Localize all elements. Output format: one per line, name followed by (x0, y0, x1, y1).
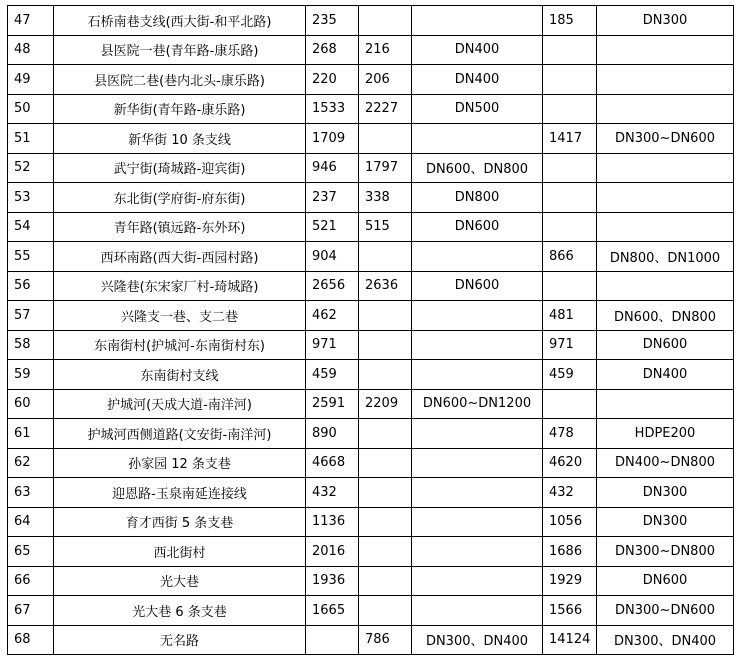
table-row (8, 242, 734, 272)
row-number-cell: 62 (8, 448, 54, 478)
pipe-spec-a-cell: DN400 (412, 35, 543, 65)
row-number-cell: 66 (8, 566, 54, 596)
table-row (8, 301, 734, 331)
table-row (8, 596, 734, 626)
row-number-cell: 47 (8, 6, 54, 36)
pipe-length-b-cell: 432 (543, 478, 597, 508)
pipe-spec-b-cell: DN400 (597, 360, 734, 390)
pipe-length-b-cell (543, 212, 597, 242)
pipe-spec-a-cell (412, 448, 543, 478)
pipe-length-a-cell: 786 (359, 625, 412, 655)
pipe-length-a-cell (359, 242, 412, 272)
pipe-length-b-cell: 1566 (543, 596, 597, 626)
table-row (8, 448, 734, 478)
pipe-spec-a-cell (412, 566, 543, 596)
road-length-cell: 268 (306, 35, 359, 65)
table-row (8, 537, 734, 567)
road-name-cell: 县医院二巷(巷内北头-康乐路) (54, 65, 306, 95)
pipe-spec-a-cell (412, 6, 543, 36)
pipe-length-b-cell (543, 389, 597, 419)
pipe-length-a-cell (359, 330, 412, 360)
row-number-cell: 54 (8, 212, 54, 242)
pipe-length-a-cell: 2227 (359, 94, 412, 124)
road-name-cell: 东南街村(护城河-东南街村东) (54, 330, 306, 360)
pipe-length-b-cell: 478 (543, 419, 597, 449)
pipe-length-a-cell: 2636 (359, 271, 412, 301)
pipe-spec-b-cell: DN300 (597, 478, 734, 508)
pipe-spec-b-cell (597, 183, 734, 213)
row-number-cell: 51 (8, 124, 54, 154)
pipeline-table (7, 5, 734, 655)
pipe-spec-b-cell (597, 389, 734, 419)
pipe-length-a-cell: 206 (359, 65, 412, 95)
pipe-spec-a-cell (412, 124, 543, 154)
pipe-length-b-cell: 459 (543, 360, 597, 390)
road-length-cell: 946 (306, 153, 359, 183)
road-length-cell: 1665 (306, 596, 359, 626)
road-name-cell: 孙家园 12 条支巷 (54, 448, 306, 478)
pipe-length-a-cell: 216 (359, 35, 412, 65)
row-number-cell: 53 (8, 183, 54, 213)
table-body (8, 6, 734, 655)
row-number-cell: 49 (8, 65, 54, 95)
road-name-cell: 武宁街(琦城路-迎宾街) (54, 153, 306, 183)
pipe-spec-b-cell (597, 271, 734, 301)
road-length-cell: 237 (306, 183, 359, 213)
row-number-cell: 52 (8, 153, 54, 183)
pipe-spec-b-cell (597, 153, 734, 183)
road-length-cell: 2016 (306, 537, 359, 567)
pipe-length-b-cell (543, 65, 597, 95)
table-row (8, 507, 734, 537)
road-name-cell: 兴隆巷(东宋家厂村-琦城路) (54, 271, 306, 301)
pipe-spec-a-cell (412, 330, 543, 360)
row-number-cell: 57 (8, 301, 54, 331)
row-number-cell: 59 (8, 360, 54, 390)
pipe-length-b-cell (543, 271, 597, 301)
row-number-cell: 63 (8, 478, 54, 508)
road-length-cell: 904 (306, 242, 359, 272)
row-number-cell: 56 (8, 271, 54, 301)
pipe-length-a-cell (359, 360, 412, 390)
pipe-spec-b-cell: DN300 (597, 6, 734, 36)
pipe-length-b-cell: 1056 (543, 507, 597, 537)
road-name-cell: 县医院一巷(青年路-康乐路) (54, 35, 306, 65)
road-length-cell: 1136 (306, 507, 359, 537)
pipe-spec-a-cell (412, 242, 543, 272)
table-row (8, 35, 734, 65)
pipe-spec-a-cell: DN800 (412, 183, 543, 213)
table-row (8, 65, 734, 95)
row-number-cell: 68 (8, 625, 54, 655)
table-row (8, 389, 734, 419)
road-name-cell: 迎恩路-玉泉南延连接线 (54, 478, 306, 508)
pipe-spec-b-cell: DN300~DN800 (597, 537, 734, 567)
table-row (8, 124, 734, 154)
table-row (8, 183, 734, 213)
pipe-length-a-cell: 515 (359, 212, 412, 242)
road-length-cell: 971 (306, 330, 359, 360)
table-row (8, 625, 734, 655)
pipe-length-b-cell: 1929 (543, 566, 597, 596)
pipe-length-a-cell (359, 301, 412, 331)
pipe-length-a-cell (359, 596, 412, 626)
road-name-cell: 无名路 (54, 625, 306, 655)
road-name-cell: 石桥南巷支线(西大街-和平北路) (54, 6, 306, 36)
row-number-cell: 65 (8, 537, 54, 567)
pipe-spec-a-cell (412, 360, 543, 390)
pipe-length-b-cell: 971 (543, 330, 597, 360)
pipe-length-a-cell (359, 448, 412, 478)
table-row (8, 360, 734, 390)
pipe-length-b-cell: 866 (543, 242, 597, 272)
road-length-cell: 459 (306, 360, 359, 390)
pipe-length-b-cell (543, 94, 597, 124)
pipe-length-b-cell: 4620 (543, 448, 597, 478)
table-row (8, 330, 734, 360)
pipe-length-b-cell (543, 35, 597, 65)
table-row (8, 566, 734, 596)
pipe-spec-a-cell: DN600~DN1200 (412, 389, 543, 419)
row-number-cell: 60 (8, 389, 54, 419)
road-name-cell: 光大巷 6 条支巷 (54, 596, 306, 626)
pipe-spec-b-cell: DN600、DN800 (597, 301, 734, 331)
pipe-spec-a-cell (412, 419, 543, 449)
road-name-cell: 东北街(学府街-府东街) (54, 183, 306, 213)
table-row (8, 478, 734, 508)
pipe-length-a-cell (359, 507, 412, 537)
road-length-cell: 521 (306, 212, 359, 242)
road-name-cell: 护城河(天成大道-南洋河) (54, 389, 306, 419)
road-length-cell: 2591 (306, 389, 359, 419)
pipe-spec-b-cell: DN600 (597, 330, 734, 360)
road-length-cell: 1709 (306, 124, 359, 154)
pipe-spec-b-cell: HDPE200 (597, 419, 734, 449)
pipe-length-b-cell: 185 (543, 6, 597, 36)
table-row (8, 153, 734, 183)
pipe-spec-b-cell: DN300、DN400 (597, 625, 734, 655)
pipe-length-a-cell (359, 537, 412, 567)
pipe-spec-b-cell: DN800、DN1000 (597, 242, 734, 272)
pipe-spec-a-cell (412, 507, 543, 537)
road-name-cell: 新华街(青年路-康乐路) (54, 94, 306, 124)
road-length-cell: 4668 (306, 448, 359, 478)
road-name-cell: 光大巷 (54, 566, 306, 596)
pipe-length-b-cell: 1686 (543, 537, 597, 567)
pipe-spec-b-cell: DN400~DN800 (597, 448, 734, 478)
row-number-cell: 50 (8, 94, 54, 124)
pipe-spec-b-cell: DN300~DN600 (597, 596, 734, 626)
road-length-cell: 2656 (306, 271, 359, 301)
row-number-cell: 48 (8, 35, 54, 65)
pipe-spec-b-cell (597, 94, 734, 124)
pipe-spec-b-cell: DN300~DN600 (597, 124, 734, 154)
pipe-length-b-cell: 481 (543, 301, 597, 331)
pipe-spec-b-cell (597, 65, 734, 95)
road-name-cell: 新华街 10 条支线 (54, 124, 306, 154)
table-row (8, 94, 734, 124)
pipe-spec-b-cell: DN600 (597, 566, 734, 596)
row-number-cell: 61 (8, 419, 54, 449)
document-sheet (7, 5, 733, 655)
pipe-spec-a-cell: DN600、DN800 (412, 153, 543, 183)
road-name-cell: 兴隆支一巷、支二巷 (54, 301, 306, 331)
road-length-cell: 462 (306, 301, 359, 331)
row-number-cell: 58 (8, 330, 54, 360)
pipe-length-b-cell: 1417 (543, 124, 597, 154)
pipe-spec-a-cell (412, 478, 543, 508)
pipe-length-a-cell: 1797 (359, 153, 412, 183)
pipe-spec-a-cell: DN500 (412, 94, 543, 124)
road-length-cell: 890 (306, 419, 359, 449)
pipe-spec-a-cell (412, 537, 543, 567)
pipe-length-b-cell (543, 183, 597, 213)
table-row (8, 212, 734, 242)
road-name-cell: 护城河西侧道路(文安街-南洋河) (54, 419, 306, 449)
road-name-cell: 东南街村支线 (54, 360, 306, 390)
pipe-length-a-cell (359, 6, 412, 36)
road-name-cell: 西北街村 (54, 537, 306, 567)
row-number-cell: 55 (8, 242, 54, 272)
pipe-length-a-cell (359, 566, 412, 596)
pipe-length-a-cell (359, 419, 412, 449)
pipe-length-a-cell: 338 (359, 183, 412, 213)
pipe-length-a-cell (359, 124, 412, 154)
road-length-cell (306, 625, 359, 655)
pipe-length-a-cell: 2209 (359, 389, 412, 419)
pipe-spec-b-cell: DN300 (597, 507, 734, 537)
road-length-cell: 1533 (306, 94, 359, 124)
road-length-cell: 1936 (306, 566, 359, 596)
pipe-length-b-cell: 14124 (543, 625, 597, 655)
road-name-cell: 西环南路(西大街-西园村路) (54, 242, 306, 272)
table-row (8, 6, 734, 36)
table-row (8, 419, 734, 449)
pipe-spec-a-cell: DN600 (412, 212, 543, 242)
pipe-spec-a-cell: DN400 (412, 65, 543, 95)
road-length-cell: 235 (306, 6, 359, 36)
pipe-spec-a-cell (412, 596, 543, 626)
row-number-cell: 64 (8, 507, 54, 537)
table-row (8, 271, 734, 301)
pipe-length-a-cell (359, 478, 412, 508)
pipe-spec-a-cell (412, 301, 543, 331)
road-name-cell: 育才西街 5 条支巷 (54, 507, 306, 537)
row-number-cell: 67 (8, 596, 54, 626)
pipe-spec-a-cell: DN600 (412, 271, 543, 301)
road-name-cell: 青年路(镇远路-东外环) (54, 212, 306, 242)
road-length-cell: 432 (306, 478, 359, 508)
pipe-length-b-cell (543, 153, 597, 183)
pipe-spec-b-cell (597, 35, 734, 65)
pipe-spec-a-cell: DN300、DN400 (412, 625, 543, 655)
pipe-spec-b-cell (597, 212, 734, 242)
road-length-cell: 220 (306, 65, 359, 95)
